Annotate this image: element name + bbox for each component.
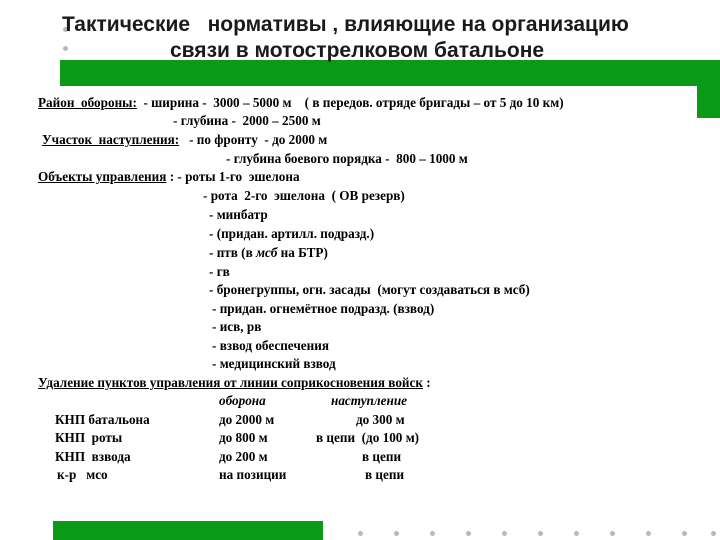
offense-label: Участок наступления: [42, 132, 180, 147]
removal-row-offense: в цепи (до 100 м) [316, 430, 420, 445]
decor-dot [466, 531, 471, 536]
removal-colon: : [423, 375, 431, 390]
decor-dot [610, 531, 615, 536]
defense-width: - ширина - 3000 – 5000 м ( в передов. отряде бригады – от 5 до 10 км) [136, 95, 564, 110]
decor-dot [538, 531, 543, 536]
objects-item: - рота 2-го эшелона ( ОВ резерв) [203, 188, 405, 203]
page-title [40, 12, 690, 64]
removal-row-defense: до 2000 м [219, 412, 275, 427]
removal-row-defense: на позиции [219, 467, 287, 482]
ptv-text-b: мсб [256, 245, 278, 260]
offense-row [42, 131, 327, 149]
offense-front: - по фронту - до 2000 м [179, 132, 328, 147]
objects-item: - исв, рв [212, 319, 262, 334]
decor-dot [682, 531, 687, 536]
title-line-1: Тактические нормативы , влияющие на организацию [62, 13, 629, 36]
removal-row-name: КНП батальона [55, 412, 150, 427]
objects-item: - медицинский взвод [212, 356, 336, 371]
objects-item: - придан. огнемётное подразд. (взвод) [212, 301, 435, 316]
objects-item: - бронегруппы, огн. засады (могут создаваться в мсб) [209, 282, 530, 297]
removal-row-name: к-р мсо [57, 467, 108, 482]
objects-item-ptv [209, 244, 328, 262]
removal-col-defense: оборона [219, 393, 266, 408]
objects-item: - гв [209, 264, 230, 279]
removal-label: Удаление пунктов управления от линии соприкосновения войск [38, 375, 423, 390]
removal-row-name: КНП роты [55, 430, 123, 445]
objects-item: - (придан. артилл. подразд.) [209, 226, 375, 241]
objects-row [38, 168, 300, 186]
bottom-green-bar [53, 521, 323, 540]
removal-row-offense: в цепи [362, 449, 402, 464]
removal-row-name: КНП взвода [55, 449, 131, 464]
decor-dot [430, 531, 435, 536]
decor-dot [502, 531, 507, 536]
ptv-text-a: - птв (в [209, 245, 256, 260]
objects-first: : - роты 1-го эшелона [166, 169, 300, 184]
removal-row-offense: до 300 м [356, 412, 405, 427]
removal-row [38, 374, 431, 392]
ptv-text-c: на БТР) [277, 245, 328, 260]
decor-dot [394, 531, 399, 536]
removal-row-offense: в цепи [365, 467, 405, 482]
objects-item: - минбатр [209, 207, 268, 222]
objects-label: Объекты управления [38, 169, 167, 184]
decor-dot [646, 531, 651, 536]
removal-col-offense: наступление [331, 393, 408, 408]
removal-row-defense: до 200 м [219, 449, 268, 464]
decor-dot [358, 531, 363, 536]
decor-dot [711, 531, 716, 536]
defense-label: Район обороны: [38, 95, 137, 110]
removal-row-defense: до 800 м [219, 430, 268, 445]
offense-depth: - глубина боевого порядка - 800 – 1000 м [226, 151, 468, 166]
defense-depth: - глубина - 2000 – 2500 м [173, 113, 321, 128]
objects-item: - взвод обеспечения [212, 338, 329, 353]
decor-dot [574, 531, 579, 536]
title-line-2: связи в мотострелковом батальоне [170, 39, 545, 62]
defense-row [38, 94, 564, 112]
right-green-bar [697, 60, 720, 118]
